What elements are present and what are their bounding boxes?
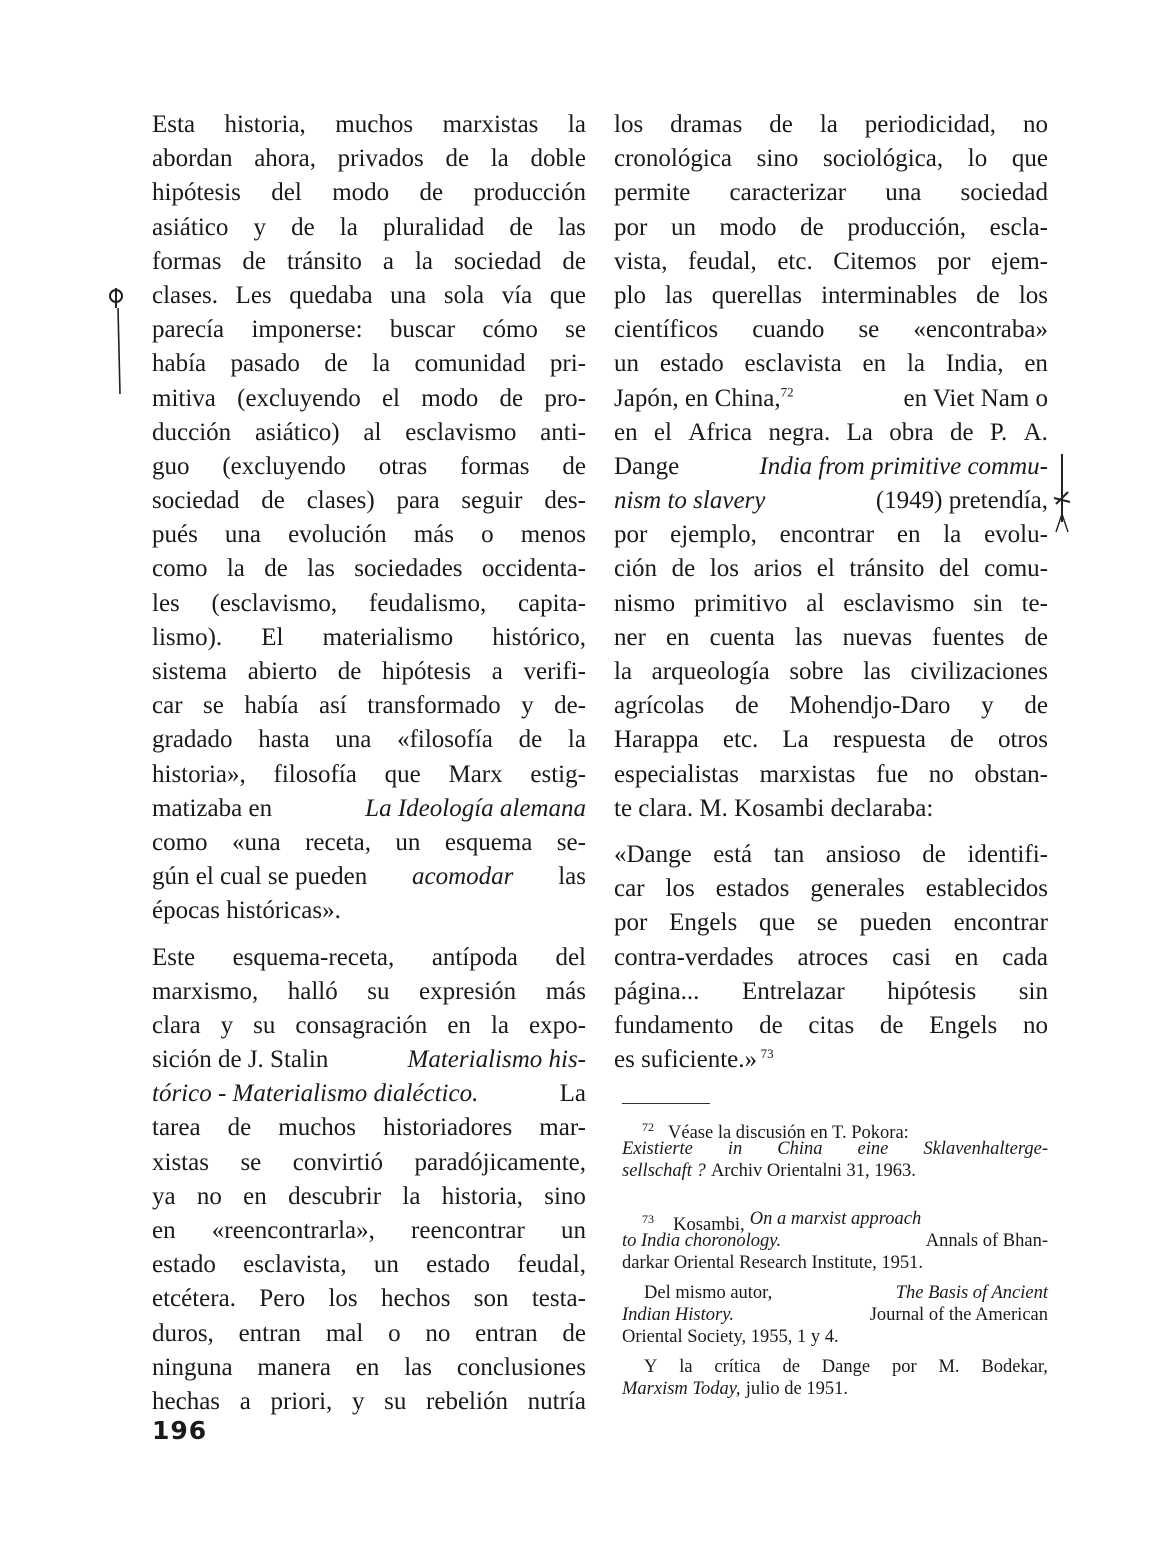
right-paragraph-part-1 — [614, 108, 1048, 382]
text-line: formas de tránsito a la sociedad de — [152, 247, 586, 275]
text-line: hechas a priori, y su rebelión nutría — [152, 1387, 586, 1415]
text-line: nismo primitivo al esclavismo sin te- — [614, 589, 1048, 617]
page-number: 196 — [152, 1416, 208, 1445]
text-line: permite caracterizar una sociedad — [614, 179, 1048, 207]
left-column — [152, 108, 586, 1419]
text-line: les (esclavismo, feudalismo, capita- — [152, 589, 586, 617]
text-line: épocas históricas». — [152, 897, 341, 925]
text-line: asiático y de la pluralidad de las — [152, 213, 586, 241]
text-line: por ejemplo, encontrar en la evolu- — [614, 521, 1048, 549]
margin-pencil-mark — [1050, 452, 1080, 534]
text-line: agrícolas de Mohendjo-Daro y de — [614, 692, 1048, 720]
text-line: página... Entrelazar hipótesis sin — [614, 977, 1048, 1005]
text-line: es suficiente.» $^{73}$ — [614, 1045, 774, 1074]
text-line: cronológica sino sociológica, lo que — [614, 145, 1048, 173]
text-line: guo (excluyendo otras formas de — [152, 452, 586, 480]
text-line: sición de J. Stalin Materialismo his- — [152, 1046, 586, 1074]
text-line: en «reencontrarla», reencontrar un — [152, 1217, 586, 1244]
paragraph-2-rest — [152, 1111, 586, 1419]
text-line: marxismo, halló su expresión más — [152, 977, 586, 1005]
text-line: clara y su consagración en la expo- — [152, 1011, 586, 1039]
text-line: lismo). El materialismo histórico, — [152, 623, 586, 651]
text-line: Harappa etc. La respuesta de otros — [614, 726, 1048, 754]
text-line: ninguna manera en las conclusiones — [152, 1353, 586, 1381]
text-line: fundamento de citas de Engels no — [614, 1011, 1048, 1039]
text-line: plo las querellas interminables de los — [614, 281, 1048, 309]
text-line: tarea de muchos historiadores mar- — [152, 1114, 586, 1142]
text-line: gún el cual se pueden acomodar las — [152, 863, 586, 891]
text-line: ner en cuenta las nuevas fuentes de — [614, 623, 1048, 651]
text-line: mitiva (excluyendo el modo de pro- — [152, 384, 586, 412]
text-line: Dange India from primitive commu- — [614, 452, 1048, 480]
text-line: clases. Les quedaba una sola vía que — [152, 281, 586, 309]
text-line: por un modo de producción, escla- — [614, 213, 1048, 241]
text-line: xistas se convirtió paradójicamente, — [152, 1148, 586, 1176]
margin-pencil-mark — [104, 284, 128, 404]
text-line: etcétera. Pero los hechos son testa- — [152, 1285, 586, 1313]
text-line: la arqueología sobre las civilizaciones — [614, 658, 1048, 685]
text-line: sistema abierto de hipótesis a verifi- — [152, 658, 586, 685]
text-line: «Dange está tan ansioso de identifi- — [614, 840, 1048, 868]
text-line: nism to slavery (1949) pretendía, — [614, 487, 1048, 515]
text-line: car los estados generales establecidos — [614, 875, 1048, 903]
text-line: por Engels que se pueden encontrar — [614, 909, 1048, 937]
text-line: como la de las sociedades occidenta- — [152, 555, 586, 583]
text-line: estado esclavista, un estado feudal, — [152, 1251, 586, 1279]
text-line: tórico - Materialismo dialéctico. La — [152, 1080, 586, 1108]
text-line: ción de los arios el tránsito del comu- — [614, 555, 1048, 583]
text-line: como «una receta, un esquema se- — [152, 828, 586, 856]
text-line: ducción asiático) al esclavismo anti- — [152, 418, 586, 446]
text-line: en el Africa negra. La obra de P. A. — [614, 418, 1048, 446]
text-line: especialistas marxistas fue no obstan- — [614, 760, 1048, 788]
paragraph-1 — [152, 108, 586, 792]
text-line: gradado hasta una «filosofía de la — [152, 726, 586, 754]
text-line: había pasado de la comunidad pri- — [152, 350, 586, 378]
text-line: te clara. M. Kosambi declaraba: — [614, 794, 934, 822]
text-line: contra-verdades atroces casi en cada — [614, 943, 1048, 971]
text-line: car se había así transformado y de- — [152, 692, 586, 720]
text-line: hipótesis del modo de producción — [152, 179, 586, 207]
text-line: pués una evolución más o menos — [152, 521, 586, 549]
kosambi-quote — [614, 838, 1048, 1043]
text-line: un estado esclavista en la India, en — [614, 350, 1048, 378]
right-column — [614, 108, 1048, 1077]
footnote-ref-72: 72 — [780, 384, 794, 400]
text-line: historia», filosofía que Marx estig- — [152, 760, 586, 788]
text-line: matizaba en La Ideología alemana — [152, 794, 586, 822]
text-line: parecía imponerse: buscar cómo se — [152, 316, 586, 344]
text-line: duros, entran mal o no entran de — [152, 1319, 586, 1347]
text-line: Este esquema-receta, antípoda del — [152, 943, 586, 971]
footnote-ref-73: 73 — [760, 1045, 774, 1061]
right-paragraph-part-2 — [614, 518, 1048, 792]
text-line: sociedad de clases) para seguir des- — [152, 487, 586, 515]
text-line: científicos cuando se «encontraba» — [614, 316, 1048, 344]
text-line: los dramas de la periodicidad, no — [614, 111, 1048, 138]
text-line: Japón, en China,$^{72}$ en Viet Nam o — [614, 384, 1048, 412]
text-line: vista, feudal, etc. Citemos por ejem- — [614, 247, 1048, 275]
footnote-72: $^{72}$ Véase la discusión en T. Pokora: Existierte in China eine Sklavenhalterge- sellschaft ? Archiv Orientalni 31, 1963. — [622, 1120, 1048, 1181]
text-line: abordan ahora, privados de la doble — [152, 145, 586, 173]
footnote-73: $^{73}$ Kosambi, On a marxist approach to India choronology. Annals of Bhan- darkar Oriental Research Institute, 1951. Del mismo autor, The Basis of Ancient Indian History. Journal of the American Oriental Society, 1955, 1 y 4. Y la crítica de Dange por M. Bodekar, Marxism Today, julio de 1951. — [622, 1209, 1048, 1399]
footnote-rule — [622, 1103, 710, 1104]
text-line: Esta historia, muchos marxistas la — [152, 111, 586, 138]
text-line: ya no en descubrir la historia, sino — [152, 1182, 586, 1210]
